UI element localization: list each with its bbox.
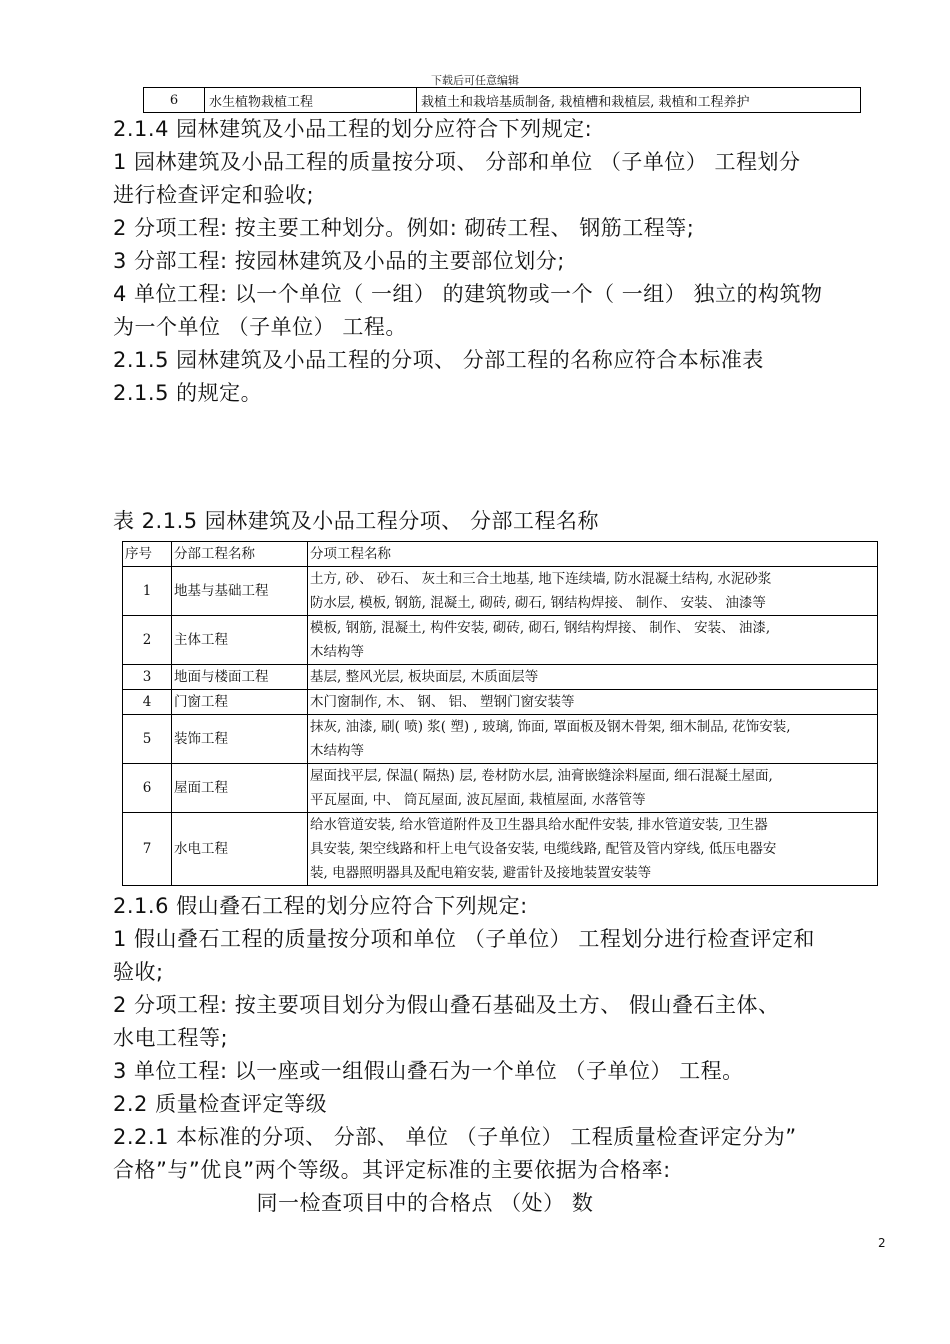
text-line: 水电工程等; (113, 1026, 229, 1050)
header-part: 分部工程名称 (172, 542, 308, 567)
row-part: 地基与基础工程 (172, 567, 308, 616)
item-line: 木结构等 (310, 644, 364, 660)
item-line: 木结构等 (310, 743, 364, 759)
table-header-row (123, 542, 878, 567)
row-items (308, 567, 878, 616)
item-line: 屋面找平层, 保温( 隔热) 层, 卷材防水层, 油膏嵌缝涂料屋面, 细石混凝土屋面, (310, 768, 773, 784)
item-line: 木门窗制作, 木、 钢、 铝、 塑钢门窗安装等 (310, 694, 575, 710)
item-line: 防水层, 模板, 钢筋, 混凝土, 砌砖, 砌石, 钢结构焊接、 制作、 安装、 油漆等 (310, 595, 766, 611)
row-part: 水电工程 (172, 813, 308, 886)
item-line: 抹灰, 油漆, 刷( 喷) 浆( 塑) , 玻璃, 饰面, 罩面板及钢木骨架, 细木制品, 花饰安装, (310, 719, 791, 735)
item-line: 装, 电器照明器具及配电箱安装, 避雷针及接地装置安装等 (310, 865, 652, 881)
row-number: 2 (123, 616, 172, 665)
page-number: 2 (878, 1236, 886, 1250)
text-line: 验收; (113, 960, 164, 984)
section-2-1-6 (113, 890, 893, 1220)
section-2-1-4 (113, 113, 893, 410)
text-line: 4 单位工程: 以一个单位（ 一组） 的建筑物或一个（ 一组） 独立的构筑物 (113, 282, 823, 306)
item-line: 模板, 钢筋, 混凝土, 构件安装, 砌砖, 砌石, 钢结构焊接、 制作、 安装、 油漆, (310, 620, 771, 636)
row-items (308, 690, 878, 715)
row-part: 门窗工程 (172, 690, 308, 715)
row-part: 地面与楼面工程 (172, 665, 308, 690)
row-items (308, 715, 878, 764)
row-number: 1 (123, 567, 172, 616)
item-line: 基层, 整风光层, 板块面层, 木质面层等 (310, 669, 539, 685)
row-part: 水生植物栽植工程 (205, 88, 417, 113)
row-number: 5 (123, 715, 172, 764)
text-line: 2.1.5 的规定。 (113, 381, 263, 405)
table-row (123, 715, 878, 764)
table-row (144, 88, 861, 113)
row-number: 7 (123, 813, 172, 886)
text-line: 2.1.4 园林建筑及小品工程的划分应符合下列规定: (113, 117, 593, 141)
text-line: 3 单位工程: 以一座或一组假山叠石为一个单位 （子单位） 工程。 (113, 1059, 744, 1083)
table-row (123, 764, 878, 813)
text-line: 2 分项工程: 按主要工种划分。例如: 砌砖工程、 钢筋工程等; (113, 216, 695, 240)
item-line: 给水管道安装, 给水管道附件及卫生器具给水配件安装, 排水管道安装, 卫生器 (310, 817, 768, 833)
text-line: 1 假山叠石工程的质量按分项和单位 （子单位） 工程划分进行检查评定和 (113, 927, 815, 951)
table-row (123, 690, 878, 715)
row-items (308, 665, 878, 690)
header-items: 分项工程名称 (308, 542, 878, 567)
text-line: 2.2 质量检查评定等级 (113, 1092, 328, 1116)
text-line: 3 分部工程: 按园林建筑及小品的主要部位划分; (113, 249, 565, 273)
row-items (308, 616, 878, 665)
text-line: 同一检查项目中的合格点 （处） 数 (113, 1191, 594, 1215)
row-number: 4 (123, 690, 172, 715)
subdivision-table (122, 541, 878, 886)
item-line: 土方, 砂、 砂石、 灰土和三合土地基, 地下连续墙, 防水混凝土结构, 水泥砂浆 (310, 571, 772, 587)
text-line: 合格”与”优良”两个等级。其评定标准的主要依据为合格率: (113, 1158, 671, 1182)
text-line: 1 园林建筑及小品工程的质量按分项、 分部和单位 （子单位） 工程划分 (113, 150, 801, 174)
table-row (123, 813, 878, 886)
row-number: 6 (144, 88, 205, 113)
row-part: 装饰工程 (172, 715, 308, 764)
row-number: 3 (123, 665, 172, 690)
table-row (123, 567, 878, 616)
row-part: 屋面工程 (172, 764, 308, 813)
text-line: 2.1.5 园林建筑及小品工程的分项、 分部工程的名称应符合本标准表 (113, 348, 764, 372)
table-row (123, 665, 878, 690)
row-part: 主体工程 (172, 616, 308, 665)
table-row (123, 616, 878, 665)
item-line: 平瓦屋面, 中、 筒瓦屋面, 波瓦屋面, 栽植屋面, 水落管等 (310, 792, 646, 808)
text-line: 2.1.6 假山叠石工程的划分应符合下列规定: (113, 894, 528, 918)
text-line: 2 分项工程: 按主要项目划分为假山叠石基础及土方、 假山叠石主体、 (113, 993, 780, 1017)
text-line: 为一个单位 （子单位） 工程。 (113, 315, 407, 339)
header-note: 下载后可任意编辑 (431, 74, 519, 87)
header-no: 序号 (123, 542, 172, 567)
row-number: 6 (123, 764, 172, 813)
item-line: 具安装, 架空线路和杆上电气设备安装, 电缆线路, 配管及管内穿线, 低压电器安 (310, 841, 777, 857)
previous-table-row (143, 87, 861, 113)
text-line: 进行检查评定和验收; (113, 183, 315, 207)
row-items (308, 764, 878, 813)
text-line: 2.2.1 本标准的分项、 分部、 单位 （子单位） 工程质量检查评定分为” (113, 1125, 797, 1149)
table-caption: 表 2.1.5 园林建筑及小品工程分项、 分部工程名称 (113, 509, 599, 533)
row-items (308, 813, 878, 886)
row-items: 栽植土和栽培基质制备, 栽植槽和栽植层, 栽植和工程养护 (417, 88, 861, 113)
